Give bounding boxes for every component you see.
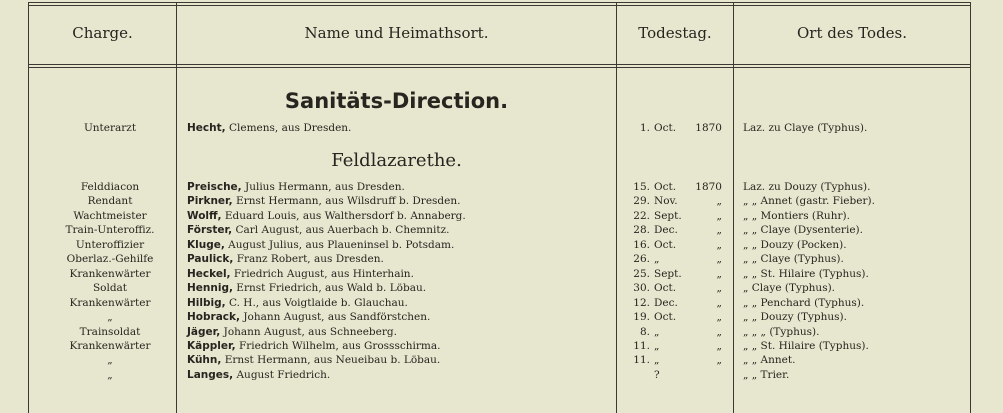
date-month: „ (654, 325, 660, 338)
charge-cell: Train-Unteroffiz. (65, 224, 155, 237)
header-date: Todestag. (638, 24, 712, 42)
section-title-sanitaets-direction: Sanitäts-Direction. (284, 89, 509, 113)
header-name: Name und Heimathsort. (304, 24, 489, 42)
place-cell: „ „ Penchard (Typhus). (743, 296, 865, 309)
name-rest: Clemens, aus Dresden. (225, 122, 352, 134)
date-cell (624, 296, 729, 310)
place-cell: Laz. zu Claye (Typhus). (743, 122, 868, 134)
place-cell: „ „ St. Hilaire (Typhus). (743, 339, 869, 352)
date-month: Oct. (654, 181, 677, 193)
charge-cell: Unterarzt (83, 122, 137, 134)
name-cell (187, 368, 617, 382)
date-cell (624, 281, 729, 295)
charge-cell: Trainsoldat (79, 325, 141, 338)
place-cell: Laz. zu Douzy (Typhus). (743, 181, 871, 193)
name-cell (187, 238, 617, 252)
date-year: „ (716, 224, 722, 237)
name-cell (187, 281, 617, 295)
date-month: Oct. (654, 238, 677, 251)
name-rest: C. H., aus Voigtlaide b. Glauchau. (225, 296, 408, 309)
name-rest: Ernst Friedrich, aus Wald b. Löbau. (232, 282, 427, 295)
table-row (0, 310, 1003, 324)
date-month: Dec. (654, 224, 678, 237)
date-year: „ (716, 267, 722, 280)
header-place: Ort des Todes. (796, 24, 908, 42)
name-cell (187, 180, 617, 194)
place-cell: „ „ St. Hilaire (Typhus). (743, 267, 869, 280)
date-day: 19. (633, 311, 650, 324)
charge-cell: Krankenwärter (69, 267, 151, 280)
table-row (0, 209, 1003, 223)
place-cell: „ „ Douzy (Pocken). (743, 238, 847, 251)
surname: Pirkner, (187, 195, 233, 208)
date-cell (624, 339, 729, 353)
name-cell (187, 194, 617, 208)
table-row (0, 267, 1003, 281)
date-day: 11. (633, 339, 650, 352)
header-charge: Charge. (72, 24, 133, 42)
surname: Jäger, (187, 325, 221, 338)
place-cell: „ „ Annet. (743, 354, 796, 367)
date-day: 26. (633, 253, 650, 266)
table-top-border (28, 2, 970, 3)
name-cell (187, 121, 617, 135)
date-day: 11. (633, 354, 650, 367)
name-rest: August Friedrich. (233, 368, 331, 381)
date-month: Nov. (654, 195, 678, 208)
charge-cell: „ (107, 368, 113, 381)
date-year: „ (716, 195, 722, 208)
table-row (0, 353, 1003, 367)
date-year: „ (716, 354, 722, 367)
date-cell (624, 368, 729, 382)
table-top-border-inner (28, 5, 970, 6)
table-row (0, 296, 1003, 310)
place-cell: „ „ Annet (gastr. Fieber). (743, 195, 875, 208)
date-day: 29. (633, 195, 650, 208)
date-day: 8. (639, 325, 650, 338)
date-cell (624, 325, 729, 339)
place-cell: „ „ Montiers (Ruhr). (743, 209, 850, 222)
surname: Paulick, (187, 253, 234, 266)
table-row (0, 281, 1003, 295)
date-month: ? (654, 368, 660, 381)
place-cell: „ „ Douzy (Typhus). (743, 311, 847, 324)
date-month: „ (654, 339, 660, 352)
charge-cell: „ (107, 354, 113, 367)
name-rest: Eduard Louis, aus Walthersdorf b. Annaberg. (221, 209, 466, 222)
date-cell (624, 238, 729, 252)
charge-cell: Felddiacon (80, 181, 140, 193)
surname: Kluge, (187, 238, 225, 251)
place-cell: „ „ Claye (Dysenterie). (743, 224, 863, 237)
charge-cell: Krankenwärter (69, 296, 151, 309)
surname: Kühn, (187, 354, 222, 367)
date-cell (624, 180, 729, 194)
date-day: 25. (633, 267, 650, 280)
place-cell: „ „ „ (Typhus). (743, 325, 820, 338)
name-rest: August Julius, aus Plaueninsel b. Potsdam. (224, 238, 455, 251)
section-title-feldlazarethe: Feldlazarethe. (331, 150, 462, 171)
date-year: „ (716, 238, 722, 251)
header-bottom-border-inner (28, 67, 970, 68)
surname: Käppler, (187, 339, 236, 352)
place-cell: „ „ Trier. (743, 368, 790, 381)
date-day: 16. (633, 238, 650, 251)
table-row (0, 180, 1003, 194)
date-month: Sept. (654, 267, 682, 280)
date-year: 1870 (695, 181, 722, 193)
date-month: Sept. (654, 209, 682, 222)
name-rest: Johann August, aus Schneeberg. (220, 325, 397, 338)
date-cell (624, 267, 729, 281)
name-cell (187, 353, 617, 367)
charge-cell: Rendant (87, 195, 133, 208)
date-year: „ (716, 209, 722, 222)
place-cell: „ Claye (Typhus). (743, 282, 836, 295)
name-cell (187, 296, 617, 310)
name-cell (187, 252, 617, 266)
name-cell (187, 209, 617, 223)
table-row (0, 368, 1003, 382)
date-year: „ (716, 311, 722, 324)
date-month: Oct. (654, 311, 677, 324)
date-day: 12. (633, 296, 650, 309)
date-day: 28. (633, 224, 650, 237)
name-cell (187, 339, 617, 353)
name-rest: Carl August, aus Auerbach b. Chemnitz. (232, 224, 450, 237)
surname: Langes, (187, 368, 234, 381)
name-rest: Johann August, aus Sandförstchen. (239, 311, 431, 324)
charge-cell: „ (107, 311, 113, 324)
surname: Hecht, (187, 122, 226, 134)
name-cell (187, 310, 617, 324)
surname: Hilbig, (187, 296, 226, 309)
date-cell (624, 223, 729, 237)
date-year: „ (716, 253, 722, 266)
surname: Wolff, (187, 209, 222, 222)
table-row (0, 238, 1003, 252)
date-month: Oct. (654, 122, 677, 134)
charge-cell: Unteroffizier (75, 238, 145, 251)
surname: Heckel, (187, 267, 231, 280)
charge-cell: Krankenwärter (69, 339, 151, 352)
date-day: 22. (633, 209, 650, 222)
table-row (0, 121, 1003, 135)
name-rest: Ernst Hermann, aus Wilsdruff b. Dresden. (232, 195, 461, 208)
surname: Preische, (187, 181, 242, 193)
table-row (0, 252, 1003, 266)
surname: Hennig, (187, 282, 233, 295)
table-row (0, 223, 1003, 237)
date-year: 1870 (695, 122, 722, 134)
date-cell (624, 121, 729, 135)
surname: Hobrack, (187, 311, 240, 324)
name-cell (187, 325, 617, 339)
table-row (0, 194, 1003, 208)
date-month: Dec. (654, 296, 678, 309)
header-bottom-border (28, 64, 970, 65)
table-row (0, 339, 1003, 353)
charge-cell: Oberlaz.-Gehilfe (66, 253, 154, 266)
date-cell (624, 209, 729, 223)
date-day: 30. (633, 282, 650, 295)
name-rest: Friedrich Wilhelm, aus Grossschirma. (235, 339, 441, 352)
date-cell (624, 353, 729, 367)
name-rest: Julius Hermann, aus Dresden. (241, 181, 405, 193)
date-cell (624, 310, 729, 324)
charge-cell: Soldat (92, 282, 128, 295)
name-rest: Friedrich August, aus Hinterhain. (230, 267, 414, 280)
name-rest: Franz Robert, aus Dresden. (233, 253, 384, 266)
table-row (0, 325, 1003, 339)
place-cell: „ „ Claye (Typhus). (743, 253, 844, 266)
name-rest: Ernst Hermann, aus Neueibau b. Löbau. (221, 354, 441, 367)
surname: Förster, (187, 224, 233, 237)
date-cell (624, 252, 729, 266)
date-day: 15. (633, 181, 650, 193)
date-day: 1. (639, 122, 650, 134)
date-month: Oct. (654, 282, 677, 295)
date-year: „ (716, 296, 722, 309)
date-year: „ (716, 339, 722, 352)
date-month: „ (654, 253, 660, 266)
name-cell (187, 223, 617, 237)
date-cell (624, 194, 729, 208)
date-year: „ (716, 282, 722, 295)
name-cell (187, 267, 617, 281)
charge-cell: Wachtmeister (73, 209, 147, 222)
date-month: „ (654, 354, 660, 367)
date-year: „ (716, 325, 722, 338)
